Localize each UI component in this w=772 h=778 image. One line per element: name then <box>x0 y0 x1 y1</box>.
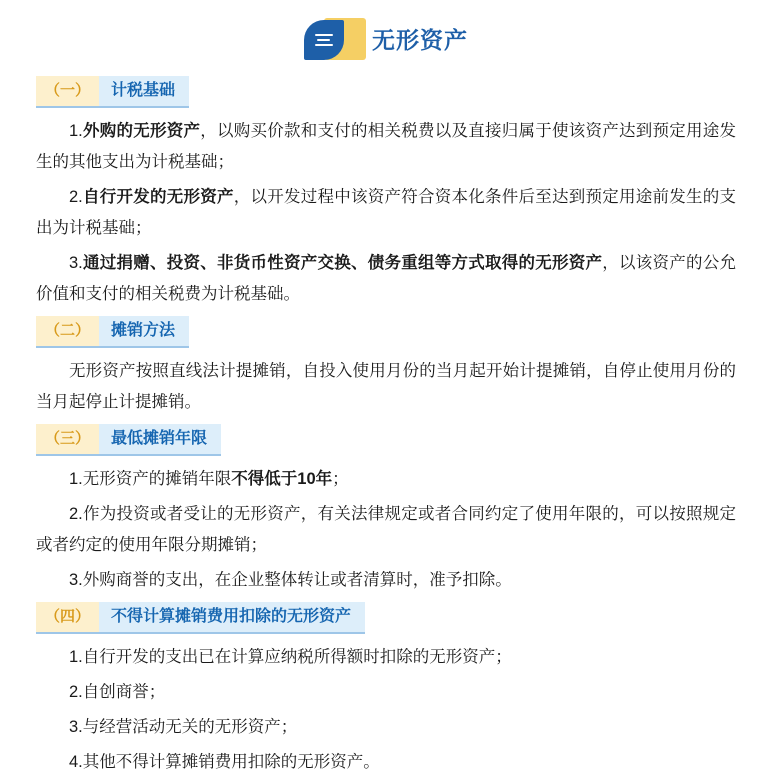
paragraph <box>36 677 736 708</box>
paragraph-text: 无形资产按照直线法计提摊销，自投入使用月份的当月起开始计提摊销，自停止使用月份的当月起停止计提摊销。 <box>36 362 736 411</box>
paragraph <box>36 712 736 743</box>
hamburger-icon-lines <box>315 31 333 49</box>
paragraph <box>36 116 736 178</box>
hamburger-icon <box>304 20 344 60</box>
section-title: 计税基础 <box>99 76 189 106</box>
paragraph <box>36 356 736 418</box>
section-number: （三） <box>36 424 99 454</box>
paragraph-text: ，以购买价款和支付的相关税费以及直接归属于使该资产达到预定用途发生的其他支出为计税基础； <box>36 122 737 171</box>
document-section <box>36 602 736 778</box>
section-heading <box>36 76 189 108</box>
document-content <box>0 76 772 778</box>
paragraph-emphasis: 通过捐赠、投资、非货币性资产交换、债务重组等方式取得的无形资产 <box>82 254 603 272</box>
paragraph-text: 1.无形资产的摊销年限 <box>69 470 232 488</box>
paragraph-text: ，以开发过程中该资产符合资本化条件后至达到预定用途前发生的支出为计税基础； <box>36 188 737 237</box>
section-number: （二） <box>36 316 99 346</box>
paragraph-text: 2.自创商誉； <box>69 683 166 701</box>
paragraph-text: 3. <box>69 254 83 272</box>
paragraph <box>36 499 736 561</box>
paragraph-emphasis: 不得低于10年 <box>231 470 333 488</box>
paragraph-emphasis: 外购的无形资产 <box>82 122 201 140</box>
paragraph-text: 3.外购商誉的支出，在企业整体转让或者清算时，准予扣除。 <box>69 571 512 589</box>
section-number: （一） <box>36 76 99 106</box>
paragraph <box>36 248 736 310</box>
paragraph-text: 4.其他不得计算摊销费用扣除的无形资产。 <box>69 753 380 771</box>
paragraph <box>36 182 736 244</box>
document-header <box>0 0 772 70</box>
section-heading <box>36 602 365 634</box>
page-title: 无形资产 <box>372 27 468 53</box>
section-heading <box>36 424 221 456</box>
paragraph <box>36 747 736 778</box>
section-title: 不得计算摊销费用扣除的无形资产 <box>99 602 365 632</box>
document-section <box>36 424 736 596</box>
section-title: 最低摊销年限 <box>99 424 221 454</box>
paragraph <box>36 565 736 596</box>
paragraph <box>36 464 736 495</box>
paragraph-text: 1. <box>69 122 83 140</box>
section-heading <box>36 316 189 348</box>
header-badge <box>304 16 366 64</box>
document-section <box>36 76 736 310</box>
paragraph-text: 3.与经营活动无关的无形资产； <box>69 718 298 736</box>
paragraph-text: 2.作为投资或者受让的无形资产，有关法律规定或者合同约定了使用年限的，可以按照规定或者约定的使用年限分期摊销； <box>36 505 736 554</box>
paragraph-emphasis: 自行开发的无形资产 <box>82 188 234 206</box>
paragraph-text: ； <box>332 470 349 488</box>
paragraph-text: ，以该资产的公允价值和支付的相关税费为计税基础。 <box>36 254 737 303</box>
paragraph <box>36 642 736 673</box>
document-section <box>36 316 736 418</box>
paragraph-text: 1.自行开发的支出已在计算应纳税所得额时扣除的无形资产； <box>69 648 512 666</box>
paragraph-text: 2. <box>69 188 83 206</box>
section-title: 摊销方法 <box>99 316 189 346</box>
section-number: （四） <box>36 602 99 632</box>
